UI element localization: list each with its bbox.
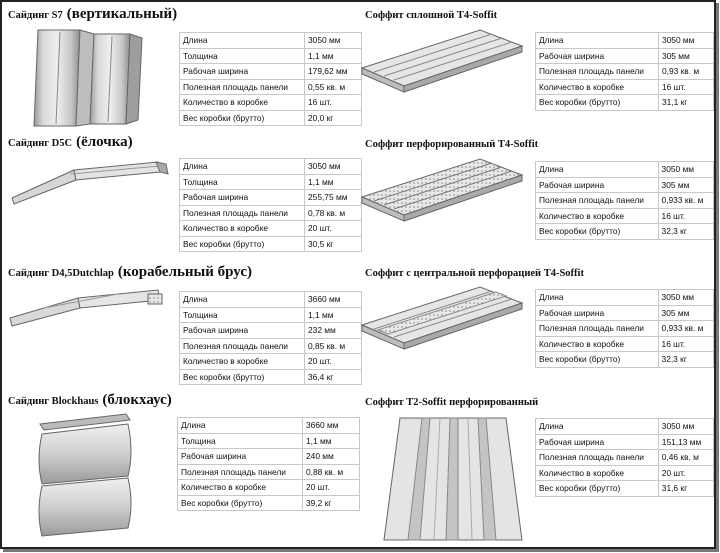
spec-row (536, 305, 714, 321)
spec-label: Длина (536, 290, 659, 306)
spec-row (536, 434, 714, 450)
spec-row (180, 221, 362, 237)
product-name: Сайдинг D4,5Dutchlap (8, 268, 114, 279)
siding-dutchlap-image (8, 288, 168, 328)
spec-value: 0,46 кв. м (658, 450, 713, 466)
spec-table (535, 289, 714, 368)
spec-value: 305 мм (658, 177, 713, 193)
product-name: Соффит сплошной T4-Soffit (365, 10, 498, 21)
product-title (8, 5, 177, 23)
spec-value: 3050 мм (305, 159, 362, 175)
spec-label: Длина (536, 419, 659, 435)
product-name: Соффит перфорированный T4-Soffit (365, 139, 539, 150)
spec-row (536, 290, 714, 306)
spec-value: 32,3 кг (658, 352, 713, 368)
product-title (365, 268, 584, 279)
spec-row (180, 307, 362, 323)
spec-label: Количество в коробке (180, 354, 305, 370)
spec-row (180, 236, 362, 252)
spec-label: Количество в коробке (536, 79, 659, 95)
spec-value: 3660 мм (303, 418, 360, 434)
spec-label: Длина (536, 33, 659, 49)
spec-row (536, 162, 714, 178)
spec-row (180, 292, 362, 308)
product-title (365, 139, 538, 150)
spec-value: 1,1 мм (303, 433, 360, 449)
spec-label: Полезная площадь панели (180, 338, 305, 354)
spec-value: 240 мм (303, 449, 360, 465)
soffit-t4-solid-image (360, 28, 525, 98)
spec-row (536, 79, 714, 95)
spec-value: 0,55 кв. м (305, 79, 362, 95)
spec-label: Длина (180, 33, 305, 49)
spec-value: 3050 мм (658, 290, 713, 306)
spec-label: Толщина (180, 174, 305, 190)
spec-label: Длина (178, 418, 303, 434)
spec-row (180, 48, 362, 64)
spec-label: Длина (180, 159, 305, 175)
soffit-t2-perforated-image (382, 416, 524, 542)
spec-label: Рабочая ширина (180, 190, 305, 206)
spec-value: 1,1 мм (305, 307, 362, 323)
spec-table (177, 417, 360, 511)
spec-table (179, 158, 362, 252)
spec-table (535, 32, 714, 111)
spec-label: Длина (180, 292, 305, 308)
spec-label: Толщина (178, 433, 303, 449)
spec-row (180, 95, 362, 111)
product-title (365, 397, 538, 408)
spec-row (536, 481, 714, 497)
spec-row (536, 177, 714, 193)
spec-row (180, 369, 362, 385)
spec-value: 0,78 кв. м (305, 205, 362, 221)
spec-row (180, 205, 362, 221)
spec-label: Вес коробки (брутто) (180, 369, 305, 385)
spec-row (180, 354, 362, 370)
spec-label: Вес коробки (брутто) (180, 110, 305, 126)
spec-row (536, 33, 714, 49)
spec-row (536, 48, 714, 64)
spec-row (536, 465, 714, 481)
spec-table (535, 161, 714, 240)
spec-value: 31,6 кг (658, 481, 713, 497)
spec-table (535, 418, 714, 497)
spec-row (180, 159, 362, 175)
spec-value: 179,62 мм (305, 64, 362, 80)
spec-row (180, 33, 362, 49)
spec-row (536, 336, 714, 352)
spec-label: Полезная площадь панели (536, 64, 659, 80)
spec-value: 16 шт. (658, 79, 713, 95)
spec-value: 0,93 кв. м (658, 64, 713, 80)
spec-label: Рабочая ширина (178, 449, 303, 465)
spec-value: 3050 мм (305, 33, 362, 49)
spec-label: Полезная площадь панели (180, 205, 305, 221)
product-name: Сайдинг Blockhaus (8, 396, 99, 407)
spec-label: Вес коробки (брутто) (536, 95, 659, 111)
spec-row (178, 433, 360, 449)
spec-row (536, 321, 714, 337)
spec-row (178, 480, 360, 496)
spec-label: Рабочая ширина (180, 323, 305, 339)
spec-value: 20 шт. (305, 221, 362, 237)
spec-value: 0,88 кв. м (303, 464, 360, 480)
product-subtitle: (ёлочка) (76, 134, 133, 150)
soffit-t4-center-perforated-image (360, 285, 525, 353)
spec-label: Количество в коробке (536, 208, 659, 224)
product-title (8, 391, 172, 409)
spec-value: 305 мм (658, 305, 713, 321)
spec-value: 1,1 мм (305, 48, 362, 64)
spec-value: 0,933 кв. м (658, 193, 713, 209)
spec-label: Вес коробки (брутто) (180, 236, 305, 252)
product-subtitle: (корабельный брус) (117, 264, 253, 280)
spec-value: 32,3 кг (658, 224, 713, 240)
spec-value: 20 шт. (305, 354, 362, 370)
spec-label: Полезная площадь панели (536, 321, 659, 337)
spec-value: 16 шт. (658, 208, 713, 224)
product-subtitle: (вертикальный) (66, 6, 178, 22)
spec-label: Количество в коробке (180, 95, 305, 111)
spec-row (178, 449, 360, 465)
spec-table (179, 32, 362, 126)
spec-label: Рабочая ширина (536, 48, 659, 64)
spec-row (536, 95, 714, 111)
spec-row (180, 338, 362, 354)
product-title (8, 133, 133, 151)
spec-label: Полезная площадь панели (178, 464, 303, 480)
siding-s7-image (30, 28, 148, 128)
spec-value: 31,1 кг (658, 95, 713, 111)
product-title (8, 263, 252, 281)
spec-label: Вес коробки (брутто) (536, 481, 659, 497)
spec-row (180, 110, 362, 126)
spec-row (536, 193, 714, 209)
siding-d5c-image (10, 160, 170, 206)
spec-value: 16 шт. (305, 95, 362, 111)
spec-label: Толщина (180, 307, 305, 323)
spec-label: Рабочая ширина (180, 64, 305, 80)
spec-label: Толщина (180, 48, 305, 64)
spec-row (536, 64, 714, 80)
spec-label: Рабочая ширина (536, 305, 659, 321)
spec-value: 3660 мм (305, 292, 362, 308)
spec-value: 3050 мм (658, 419, 713, 435)
product-name: Сайдинг D5C (8, 138, 73, 149)
product-name: Сайдинг S7 (8, 10, 63, 21)
spec-label: Вес коробки (брутто) (536, 224, 659, 240)
spec-value: 20 шт. (658, 465, 713, 481)
spec-label: Количество в коробке (178, 480, 303, 496)
spec-label: Полезная площадь панели (536, 193, 659, 209)
spec-value: 3050 мм (658, 33, 713, 49)
spec-row (180, 190, 362, 206)
spec-value: 20,0 кг (305, 110, 362, 126)
spec-value: 36,4 кг (305, 369, 362, 385)
spec-value: 20 шт. (303, 480, 360, 496)
spec-value: 305 мм (658, 48, 713, 64)
spec-row (536, 450, 714, 466)
spec-row (180, 323, 362, 339)
spec-value: 0,85 кв. м (305, 338, 362, 354)
spec-label: Количество в коробке (536, 465, 659, 481)
siding-blockhaus-image (36, 412, 136, 540)
spec-row (180, 79, 362, 95)
spec-value: 39,2 кг (303, 495, 360, 511)
spec-value: 30,5 кг (305, 236, 362, 252)
spec-row (536, 419, 714, 435)
spec-label: Рабочая ширина (536, 177, 659, 193)
spec-row (536, 352, 714, 368)
product-name: Соффит с центральной перфорацией T4-Soffit (365, 268, 584, 279)
spec-row (178, 464, 360, 480)
spec-row (178, 495, 360, 511)
spec-label: Длина (536, 162, 659, 178)
spec-value: 1,1 мм (305, 174, 362, 190)
spec-label: Полезная площадь панели (536, 450, 659, 466)
spec-label: Количество в коробке (536, 336, 659, 352)
soffit-t4-perforated-image (360, 157, 525, 225)
spec-row (180, 64, 362, 80)
spec-label: Вес коробки (брутто) (178, 495, 303, 511)
spec-label: Вес коробки (брутто) (536, 352, 659, 368)
spec-value: 0,933 кв. м (658, 321, 713, 337)
product-subtitle: (блокхаус) (102, 392, 172, 408)
spec-label: Рабочая ширина (536, 434, 659, 450)
spec-row (180, 174, 362, 190)
spec-value: 232 мм (305, 323, 362, 339)
spec-label: Полезная площадь панели (180, 79, 305, 95)
spec-row (536, 224, 714, 240)
spec-label: Количество в коробке (180, 221, 305, 237)
spec-row (178, 418, 360, 434)
product-title (365, 10, 497, 21)
spec-value: 255,75 мм (305, 190, 362, 206)
spec-value: 16 шт. (658, 336, 713, 352)
spec-value: 3050 мм (658, 162, 713, 178)
spec-table (179, 291, 362, 385)
spec-value: 151,13 мм (658, 434, 713, 450)
product-name: Соффит T2-Soffit перфорированный (365, 397, 539, 408)
spec-row (536, 208, 714, 224)
